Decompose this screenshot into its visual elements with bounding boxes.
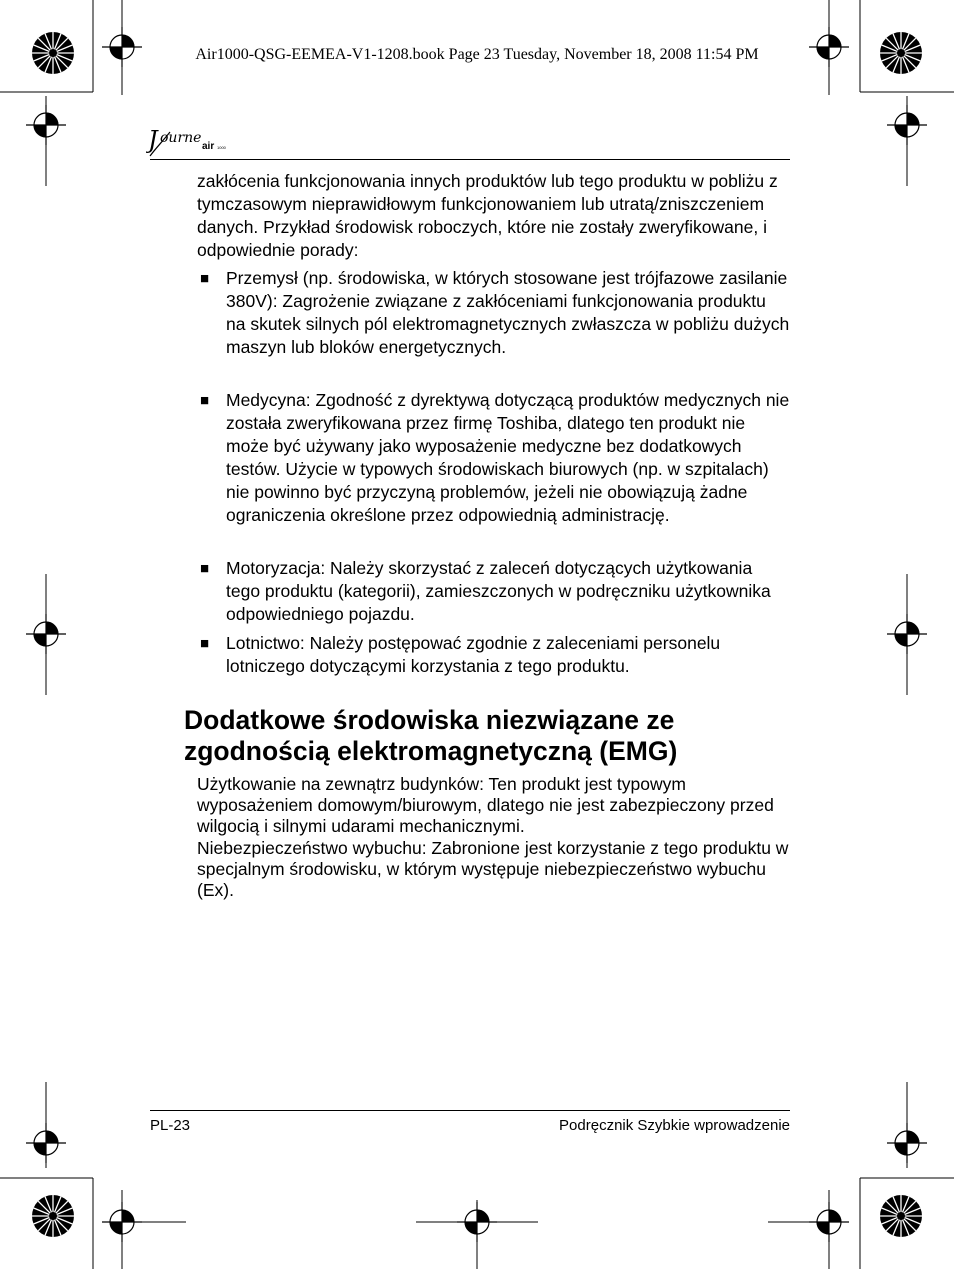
- intro-paragraph: zakłócenia funkcjonowania innych produktów lub tego produktu w pobliżu z tymczasowym nieprawidłowym funkcjonowaniem lub utratą/zniszczeniem danych. Przykład środowisk roboczych, które nie zostały zweryfikowane, i odpowiednie porady:: [197, 171, 778, 260]
- svg-text:ourne: ourne: [160, 130, 202, 146]
- outdoor-use-paragraph: Użytkowanie na zewnątrz budynków: Ten produkt jest typowym wyposażeniem domowym/biurowym, dlatego nie jest zabezpieczony przed wilgocią i silnymi udarami mechanicznymi.: [197, 774, 774, 836]
- bullet-item-medicine: [200, 389, 790, 527]
- svg-text:J: J: [148, 126, 158, 154]
- square-bullet-icon: ■: [200, 270, 210, 287]
- bullet-text: Lotnictwo: Należy postępować zgodnie z zaleceniami personelu lotniczego dotyczącymi korzystania z tego produktu.: [226, 633, 721, 676]
- bullet-item-industry: [200, 267, 790, 359]
- section-heading: Dodatkowe środowiska niezwiązane ze zgodnością elektromagnetyczną (EMG): [184, 705, 678, 766]
- header-rule: [150, 159, 790, 160]
- svg-text:air: air: [202, 141, 215, 152]
- bullet-item-automotive: [200, 557, 790, 626]
- page-number: PL-23: [150, 1117, 191, 1134]
- explosion-hazard-paragraph: Niebezpieczeństwo wybuchu: Zabronione jest korzystanie z tego produktu w specjalnym środowisku, w którym występuje niebezpieczeństwo wybuchu (Ex).: [197, 838, 789, 900]
- footer-rule: [150, 1110, 790, 1111]
- logo-graphic: [146, 118, 236, 164]
- square-bullet-icon: ■: [200, 392, 210, 409]
- journe-air-logo: [146, 118, 236, 164]
- footer-title: Podręcznik Szybkie wprowadzenie: [559, 1117, 790, 1134]
- bullet-text: Medycyna: Zgodność z dyrektywą dotyczącą produktów medycznych nie została zweryfikowana przez firmę Toshiba, dlatego ten produkt nie może być używany jako wyposażenie medyczne bez dodatkowych testów. Użycie w typowych środowiskach biurowych (np. w szpitalach) nie powinno być przyczyną problemów, jeżeli nie obowiązują żadne ograniczenia określone przez odpowiednią administrację.: [226, 390, 790, 525]
- print-header: Air1000-QSG-EEMEA-V1-1208.book Page 23 Tuesday, November 18, 2008 11:54 PM: [195, 46, 759, 63]
- svg-text:1000: 1000: [217, 145, 226, 150]
- square-bullet-icon: ■: [200, 560, 210, 577]
- bullet-text: Przemysł (np. środowiska, w których stosowane jest trójfazowe zasilanie 380V): Zagrożenie związane z zakłóceniami funkcjonowania produktu na skutek silnych pól elektromagnetycznych zwłaszcza w pobliżu dużych maszyn lub bloków energetycznych.: [226, 268, 790, 357]
- bullet-text: Motoryzacja: Należy skorzystać z zaleceń dotyczących użytkowania tego produktu (kategorii), zamieszczonych w podręczniku użytkownika odpowiedniego pojazdu.: [226, 558, 771, 624]
- bullet-item-aviation: [200, 632, 790, 678]
- square-bullet-icon: ■: [200, 635, 210, 652]
